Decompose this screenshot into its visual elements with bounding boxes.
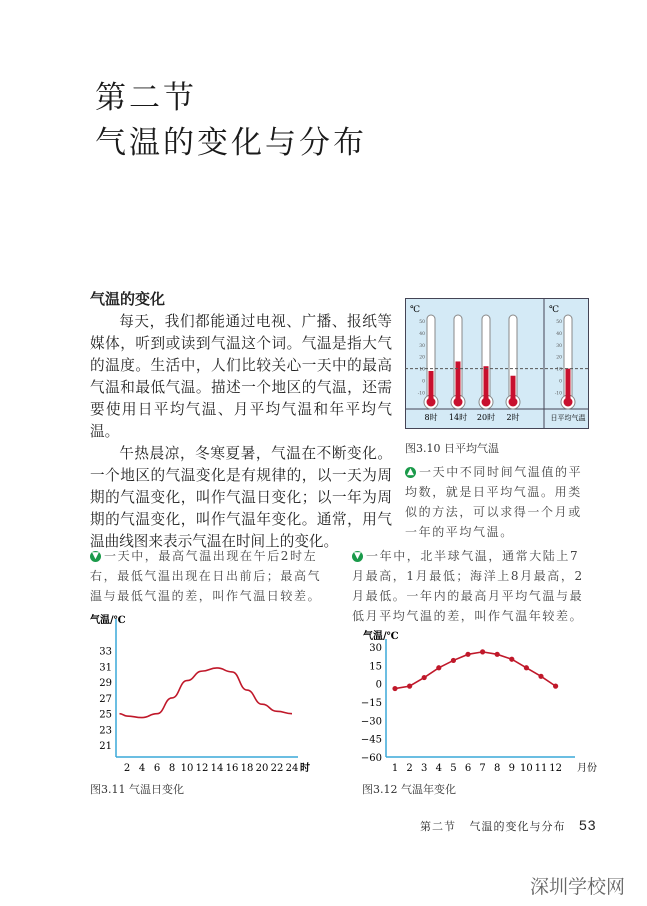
x-tick-label: 4 <box>435 763 442 774</box>
tick-label: 30 <box>419 343 425 349</box>
y-tick-label: −15 <box>360 698 382 709</box>
x-tick-label: 1 <box>391 763 399 774</box>
mercury-bulb <box>427 398 436 407</box>
thermometer-label: 2时 <box>506 413 520 422</box>
tick-label: 50 <box>556 320 562 325</box>
x-tick-label: 20 <box>255 763 269 774</box>
y-axis-title: 气温/℃ <box>90 615 126 626</box>
thermometer-label: 20时 <box>476 413 496 422</box>
tick-label: 20 <box>556 355 562 361</box>
x-tick-label: 12 <box>549 763 562 774</box>
y-tick-label: −45 <box>360 734 382 746</box>
y-tick-label: 21 <box>99 741 112 753</box>
x-axis-title: 月份 <box>577 763 597 774</box>
footer-section: 第二节 <box>420 820 456 833</box>
mercury-column <box>429 371 434 402</box>
y-tick-label: 30 <box>369 643 382 654</box>
y-tick-label: 0 <box>375 679 382 691</box>
x-tick-label: 2 <box>123 763 131 774</box>
side-note: ▲ 一天中不同时间气温值的平均数，就是日平均气温。用类似的方法，可以求得一个月或一年的平均气温。 <box>405 465 583 539</box>
x-axis-title: 时 <box>300 763 310 774</box>
y-tick-label: −30 <box>360 716 382 728</box>
x-tick-label: 9 <box>508 763 515 774</box>
y-tick-label: 25 <box>99 709 112 721</box>
y-tick-label: 31 <box>99 662 112 674</box>
temperature-curve <box>120 668 293 718</box>
data-point <box>553 684 558 689</box>
x-tick-label: 6 <box>153 763 161 774</box>
page-number: 53 <box>579 817 597 833</box>
y-axis-title: 气温/℃ <box>363 631 399 642</box>
chart-annual-temperature <box>355 625 615 780</box>
footer <box>420 817 597 834</box>
x-tick-label: 12 <box>195 763 209 774</box>
data-point <box>422 675 427 680</box>
y-tick-label: 27 <box>99 693 112 705</box>
x-tick-label: 4 <box>138 763 146 774</box>
y-tick-label: 23 <box>99 725 112 737</box>
y-tick-label: 15 <box>369 661 382 673</box>
chart-caption: 图3.12 气温年变化 <box>362 783 456 796</box>
tick-label: 30 <box>556 343 562 349</box>
mercury-bulb <box>454 398 463 407</box>
data-point <box>436 665 441 670</box>
tick-label: 10 <box>556 367 562 373</box>
watermark: 深圳学校网 <box>530 876 626 898</box>
annual-note: ▼ 一年中，北半球气温，通常大陆上7月最高，1月最低；海洋上8月最高，2月最低。一年内的最高月平均气温与最低月平均气温的差，叫作气温年较差。 <box>352 549 584 623</box>
unit-label: ℃ <box>410 305 421 315</box>
x-tick-label: 18 <box>240 763 254 774</box>
data-point <box>495 652 500 657</box>
mercury-column <box>566 369 571 402</box>
tick-label: -10 <box>554 391 562 397</box>
x-tick-label: 16 <box>225 763 239 774</box>
data-point <box>480 649 485 654</box>
x-tick-label: 8 <box>494 763 501 774</box>
data-point <box>407 684 412 689</box>
paragraph: 午热晨凉，冬寒夏暑，气温在不断变化。一个地区的气温变化是有规律的，以一天为周期的气温变化，叫作气温日变化；以一年为周期的气温变化，叫作气温年变化。通常，用气温曲线图来表示气温在时间上的变化。 <box>90 445 392 550</box>
arrow-up-icon: ▲ <box>405 467 416 478</box>
figure-caption: 图3.10 日平均气温 <box>405 442 499 455</box>
mercury-bulb <box>482 398 491 407</box>
subheading: 气温的变化 <box>90 290 166 308</box>
mercury-column <box>484 366 489 402</box>
x-tick-label: 6 <box>464 763 472 774</box>
unit-label: ℃ <box>549 305 560 315</box>
thermometer-label: 8时 <box>424 413 438 422</box>
chart-caption: 图3.11 气温日变化 <box>90 783 184 796</box>
mercury-bulb <box>564 398 573 407</box>
y-tick-label: −60 <box>360 753 382 764</box>
figure-thermometers <box>405 298 589 429</box>
data-point <box>392 686 397 691</box>
page-title: 气温的变化与分布 <box>95 125 367 161</box>
tick-label: 0 <box>559 379 562 385</box>
tick-label: 40 <box>556 331 562 337</box>
body-text <box>90 311 392 553</box>
mercury-column <box>456 361 461 402</box>
thermometer-label: 日平均气温 <box>550 414 586 422</box>
tick-label: 10 <box>419 367 425 373</box>
x-tick-label: 8 <box>168 763 176 774</box>
footer-title: 气温的变化与分布 <box>469 820 566 833</box>
x-tick-label: 7 <box>479 763 486 774</box>
y-tick-label: 33 <box>99 646 112 658</box>
data-point <box>465 652 470 657</box>
data-point <box>524 665 529 670</box>
section-number: 第二节 <box>95 80 197 116</box>
tick-label: 0 <box>422 379 425 385</box>
data-point <box>509 657 514 662</box>
tick-label: 50 <box>419 320 425 325</box>
mercury-bulb <box>509 398 518 407</box>
paragraph: 每天，我们都能通过电视、广播、报纸等媒体，听到或读到气温这个词。气温是指大气的温度。生活中，人们比较关心一天中的最高气温和最低气温。描述一个地区的气温，还需要使用日平均气温、月平均气温和年平均气温。 <box>90 313 392 440</box>
x-tick-label: 14 <box>210 763 224 774</box>
tick-label: -10 <box>417 391 425 397</box>
x-tick-label: 11 <box>534 763 548 774</box>
tick-label: 40 <box>419 331 425 337</box>
daily-note: ▼ 一天中，最高气温出现在午后2时左右，最低气温出现在日出前后；最高气温与最低气温的差，叫作气温日较差。 <box>90 549 322 603</box>
arrow-down-icon: ▼ <box>90 551 101 562</box>
chart-daily-temperature <box>80 605 340 780</box>
arrow-down-icon: ▼ <box>352 551 363 562</box>
x-tick-label: 22 <box>270 763 284 774</box>
x-tick-label: 5 <box>450 763 457 774</box>
x-tick-label: 10 <box>520 763 533 774</box>
thermometer-label: 14时 <box>448 413 468 422</box>
tick-label: 20 <box>419 355 425 361</box>
x-tick-label: 10 <box>180 763 194 774</box>
y-tick-label: 29 <box>99 678 112 690</box>
x-tick-label: 24 <box>285 763 299 774</box>
x-tick-label: 2 <box>406 763 413 774</box>
data-point <box>451 658 456 663</box>
data-point <box>538 674 543 679</box>
x-tick-label: 3 <box>421 763 428 774</box>
temperature-curve <box>395 652 556 689</box>
